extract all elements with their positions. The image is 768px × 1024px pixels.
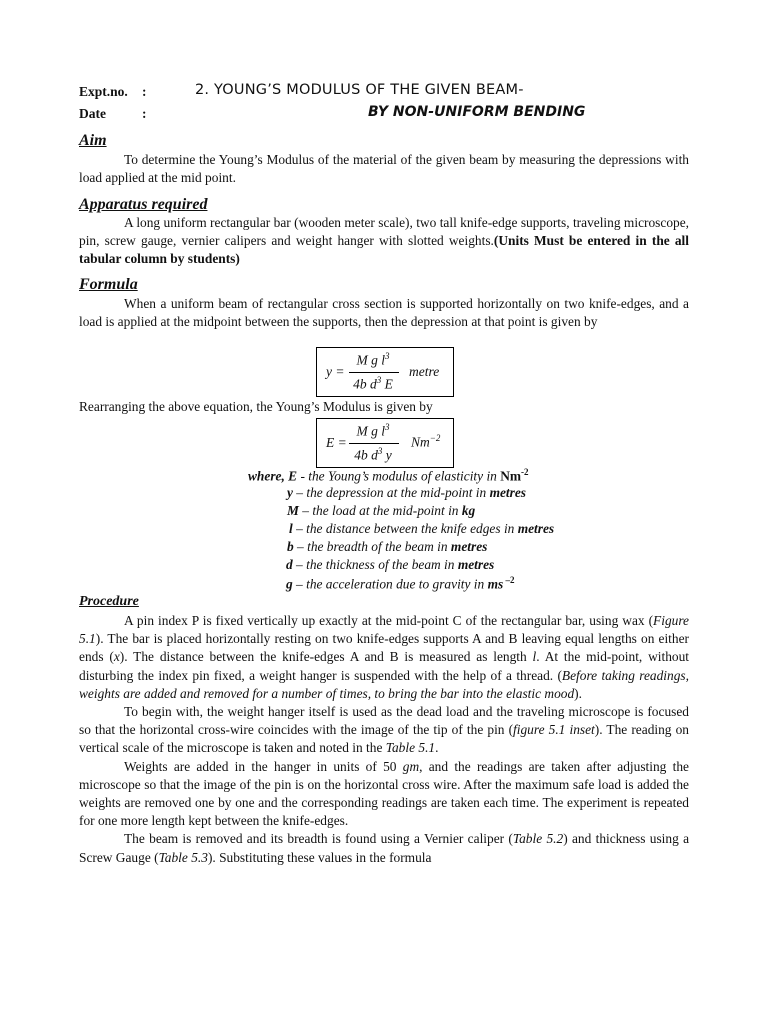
where-item-b: b – the breadth of the beam in metres [287,539,488,554]
equation-youngs-modulus [316,418,454,468]
expt-no-label: Expt.no. [79,84,128,99]
date-label: Date [79,106,106,121]
formula-intro-paragraph: When a uniform beam of rectangular cross section is supported horizontally on two knife-edges, and a load is applied at the midpoint between the supports, then the depression at that point is given by [79,296,689,330]
procedure-heading: Procedure [79,594,139,609]
eq2-lhs: E = [326,435,347,450]
aim-text [79,151,689,187]
eq1-denominator: 4b $d^3$ E [353,375,393,392]
where-item-d: d – the thickness of the beam in metres [286,557,495,572]
formula-heading: Formula [79,276,138,293]
page-title: 2. YOUNG’S MODULUS OF THE GIVEN BEAM- [195,82,524,98]
date-colon: : [142,106,147,121]
where-item-g: g – the acceleration due to gravity in ms $^{-2}$ [286,575,515,592]
equation-depression [316,347,454,397]
procedure-paragraph-2: To begin with, the weight hanger itself is used as the dead load and the traveling microscope is focused so that the horizontal cross-wire coincides with the image of the tip of the pin (figure 5.1 inset). The reading on vertical scale of the microscope is taken and noted in the Table 5.1. [79,704,689,756]
eq2-numerator: M g $l^3$ [356,422,390,439]
procedure-paragraph-3: Weights are added in the hanger in units of 50 gm, and the readings are taken after adjusting the microscope so that the image of the pin is on the horizontal cross wire. After the maximum safe load is added the weights are removed one by one and the corresponding readings are taken each time. The experiment is repeated for one more length kept between the knife-edges. [79,758,689,829]
rearrange-paragraph: Rearranging the above equation, the Young’s Modulus is given by [79,399,433,414]
eq1-lhs: y = [326,364,345,379]
eq1-unit: metre [409,364,440,379]
apparatus-text [79,214,689,269]
apparatus-note: (Units Must be entered in the all tabular column by students) [79,233,689,267]
expt-no-colon: : [142,84,147,99]
procedure-text [79,612,689,867]
where-item-e: where, E - the Young’s modulus of elasticity in $Nm^{-2}$ [248,467,529,484]
apparatus-heading: Apparatus required [79,196,208,213]
eq2-fraction-bar [349,443,399,444]
formula-intro [79,295,689,331]
procedure-paragraph-1: A pin index P is fixed vertically up exactly at the mid-point C of the rectangular bar, using wax (Figure 5.1). The bar is placed horizontally resting on two knife-edges supports A and B leaving equal lengths on either ends (x). The distance between the knife-edges A and B is measured as length l. At the mid-point, without disturbing the index pin fixed, a weight hanger is suspended with the help of a thread. (Before taking readings, weights are added and removed for a number of times, to bring the bar into the elastic mood). [79,613,690,701]
procedure-paragraph-4: The beam is removed and its breadth is found using a Vernier caliper (Table 5.2) and thickness using a Screw Gauge (Table 5.3). Substituting these values in the formula [79,831,690,865]
eq1-fraction-bar [349,372,399,373]
rearrange-text [79,398,689,416]
apparatus-paragraph: A long uniform rectangular bar (wooden meter scale), two tall knife-edge supports, traveling microscope, pin, screw gauge, vernier calipers and weight hanger with slotted weights. [79,215,689,249]
eq1-numerator: M g $l^3$ [356,351,390,368]
aim-paragraph: To determine the Young’s Modulus of the material of the given beam by measuring the depressions with load applied at the mid point. [79,152,689,186]
page-subtitle: BY NON-UNIFORM BENDING [368,104,586,120]
eq2-denominator: 4b $d^3$ y [354,446,392,463]
where-item-m: M – the load at the mid-point in kg [287,503,476,518]
where-item-l: l – the distance between the knife edges in metres [289,521,555,536]
eq2-unit: $Nm^{-2}$ [411,433,441,450]
aim-heading: Aim [79,132,107,149]
where-item-y: y – the depression at the mid-point in metres [287,485,527,500]
